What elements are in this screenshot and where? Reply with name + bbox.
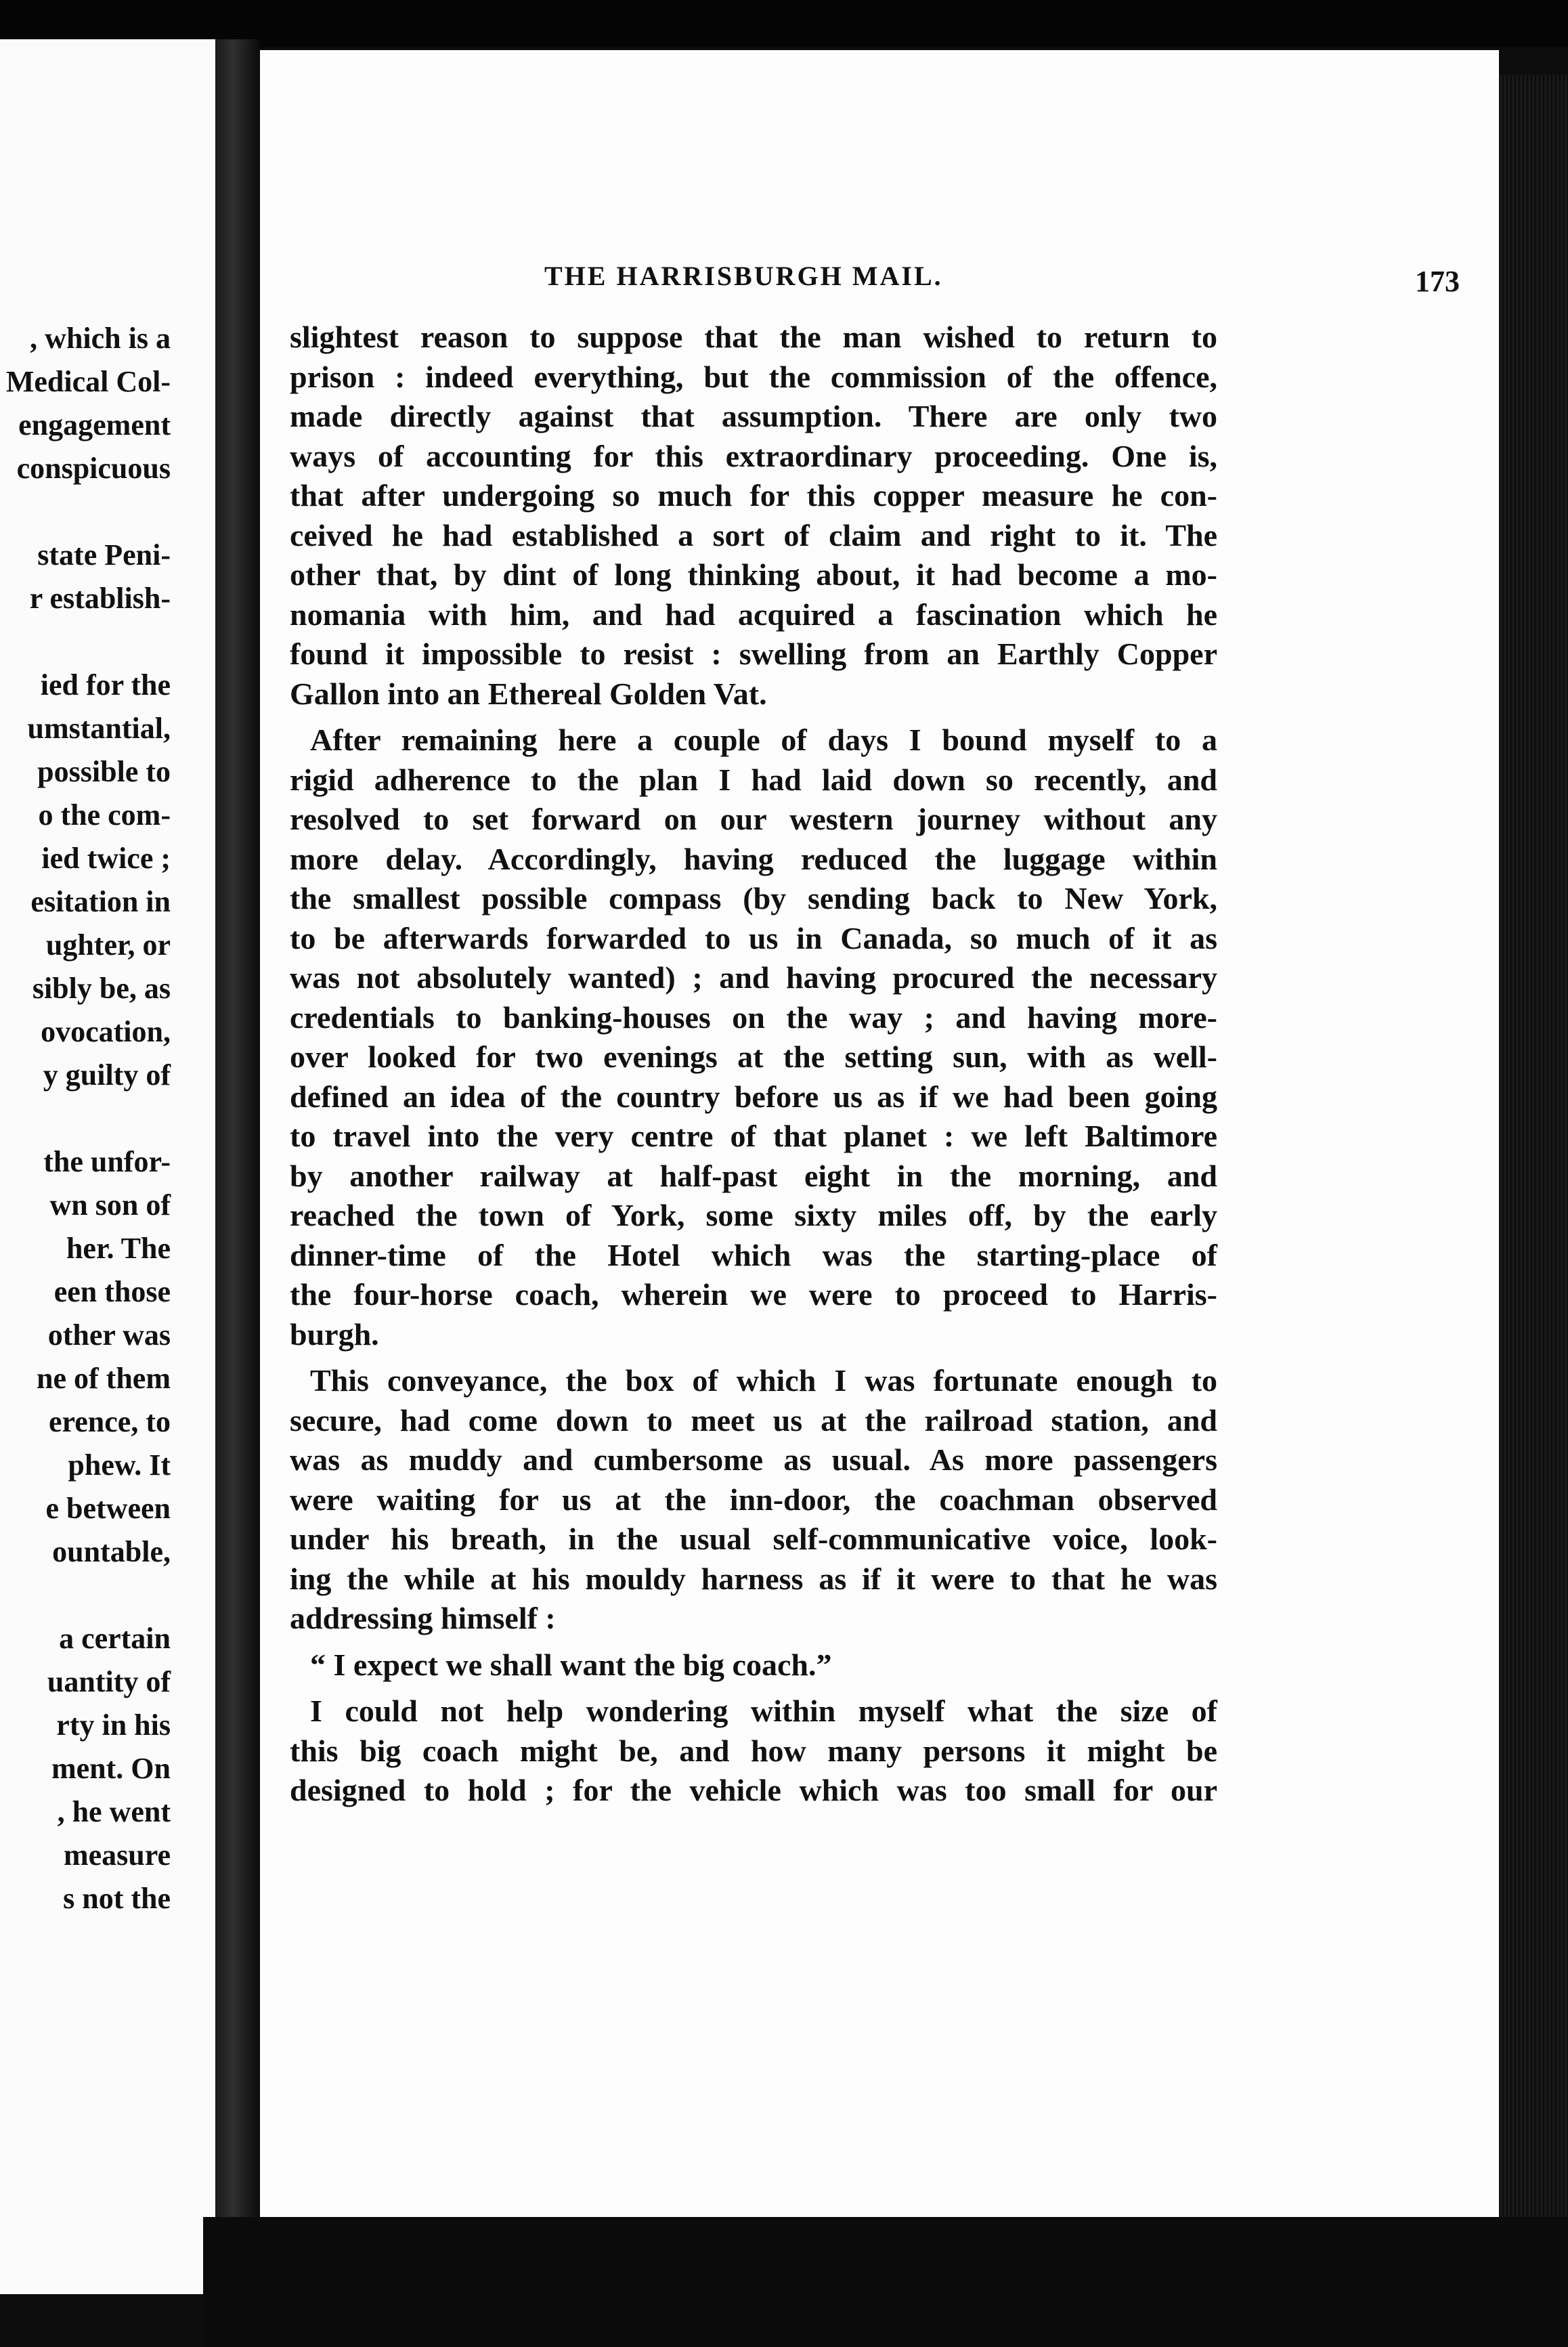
left-page-line: s not the [63, 1882, 171, 1915]
text-line: the smallest possible compass (by sending back to New York, [290, 881, 1217, 916]
text-line: This conveyance, the box of which I was fortunate enough to [310, 1363, 1217, 1398]
text-line: Gallon into an Ethereal Golden Vat. [290, 676, 767, 711]
text-line: the four-horse coach, wherein we were to proceed to Harris- [290, 1277, 1217, 1312]
left-page-line: the unfor- [43, 1145, 171, 1178]
left-page-line: , he went [57, 1795, 171, 1828]
text-line: found it impossible to resist : swelling from an Earthly Copper [290, 637, 1217, 671]
paragraph [290, 1361, 1217, 1639]
left-page-line: ovocation, [41, 1015, 171, 1048]
right-page [260, 50, 1499, 2217]
text-line: ing the while at his mouldy harness as if it were to that he was [290, 1561, 1217, 1596]
text-line: prison : indeed everything, but the commission of the offence, [290, 359, 1217, 394]
running-head: THE HARRISBURGH MAIL. [544, 261, 943, 291]
left-page-line: erence, to [49, 1405, 171, 1438]
paragraph-gap [290, 1639, 1217, 1645]
left-page-line: een those [53, 1275, 171, 1308]
paragraph [290, 1692, 1217, 1811]
left-page-line: sibly be, as [32, 972, 171, 1005]
text-line: that after undergoing so much for this copper measure he con- [290, 478, 1217, 513]
left-page-line: ughter, or [45, 928, 171, 962]
text-line: other that, by dint of long thinking about, it had become a mo- [290, 557, 1217, 592]
left-page-line: , which is a [30, 322, 171, 355]
text-line: burgh. [290, 1316, 379, 1352]
book-gutter [215, 39, 260, 2294]
text-line: “ I expect we shall want the big coach.” [310, 1647, 832, 1682]
left-page-line: ne of them [37, 1362, 171, 1395]
text-line: more delay. Accordingly, having reduced the luggage within [290, 841, 1217, 876]
text-line: to be afterwards forwarded to us in Canada, so much of it as [290, 920, 1217, 955]
text-line: was as muddy and cumbersome as usual. As more passengers [290, 1442, 1217, 1477]
page-stack-edge [1499, 74, 1568, 2302]
left-page-line: ied for the [40, 668, 171, 702]
paragraph-gap [290, 1354, 1217, 1361]
text-line: defined an idea of the country before us as if we had been going [290, 1079, 1217, 1114]
left-page-line: state Peni- [37, 538, 171, 572]
left-page-line: engagement [18, 408, 171, 442]
paragraph-gap [290, 1685, 1217, 1692]
text-line: ceived he had established a sort of claim and right to it. The [290, 517, 1217, 553]
text-line: by another railway at half-past eight in the morning, and [290, 1158, 1217, 1193]
text-line: to travel into the very centre of that planet : we left Baltimore [290, 1119, 1217, 1153]
left-page-line: o the com- [38, 798, 171, 832]
text-line: dinner-time of the Hotel which was the starting-place of [290, 1237, 1217, 1272]
text-line: I could not help wondering within myself what the size of [310, 1694, 1217, 1728]
text-line: slightest reason to suppose that the man wished to return to [290, 320, 1217, 354]
scan-bottom-edge [203, 2217, 1568, 2347]
text-line: were waiting for us at the inn-door, the coachman observed [290, 1482, 1217, 1517]
text-line: under his breath, in the usual self-communicative voice, look- [290, 1522, 1217, 1556]
left-page-line: possible to [37, 755, 171, 788]
paragraph [290, 318, 1217, 714]
left-page-line: esitation in [30, 885, 171, 918]
left-page-line: a certain [59, 1622, 171, 1655]
left-page-line: her. The [66, 1232, 171, 1265]
text-line: rigid adherence to the plan I had laid down so recently, and [290, 762, 1217, 797]
left-page-line: other was [47, 1318, 171, 1352]
left-page-line: measure [63, 1838, 171, 1872]
text-line: designed to hold ; for the vehicle which was too small for our [290, 1773, 1217, 1807]
body-text [290, 318, 1217, 1811]
text-line: was not absolutely wanted) ; and having procured the necessary [290, 960, 1217, 995]
left-page-line: rty in his [56, 1708, 171, 1742]
left-page-fragment [0, 39, 215, 2294]
left-page-line: ountable, [52, 1535, 171, 1568]
text-line: secure, had come down to meet us at the railroad station, and [290, 1402, 1217, 1438]
text-line: over looked for two evenings at the setting sun, with as well- [290, 1039, 1217, 1074]
left-page-line: r establish- [29, 582, 171, 615]
left-page-line: ment. On [51, 1752, 171, 1785]
left-page-line: uantity of [47, 1665, 171, 1698]
left-page-line: y guilty of [43, 1058, 171, 1092]
text-line: reached the town of York, some sixty miles off, by the early [290, 1198, 1217, 1232]
left-page-line: e between [45, 1492, 171, 1525]
text-line: After remaining here a couple of days I bound myself to a [310, 723, 1217, 757]
text-line: made directly against that assumption. There are only two [290, 399, 1217, 433]
page-number: 173 [1415, 265, 1460, 298]
left-page-line: umstantial, [27, 712, 171, 745]
text-line: addressing himself : [290, 1601, 556, 1635]
paragraph [290, 1645, 1217, 1685]
text-line: credentials to banking-houses on the way ; and having more- [290, 999, 1217, 1035]
paragraph-gap [290, 714, 1217, 720]
text-line: ways of accounting for this extraordinary proceeding. One is, [290, 438, 1217, 473]
left-page-line: conspicuous [16, 452, 171, 485]
text-line: resolved to set forward on our western journey without any [290, 802, 1217, 836]
left-page-line: ied twice ; [41, 842, 171, 875]
left-page-line: wn son of [49, 1188, 171, 1222]
left-page-line: phew. It [68, 1448, 171, 1482]
text-line: nomania with him, and had acquired a fascination which he [290, 597, 1217, 632]
text-line: this big coach might be, and how many persons it might be [290, 1733, 1217, 1768]
left-page-line: Medical Col- [5, 365, 171, 398]
paragraph [290, 720, 1217, 1354]
